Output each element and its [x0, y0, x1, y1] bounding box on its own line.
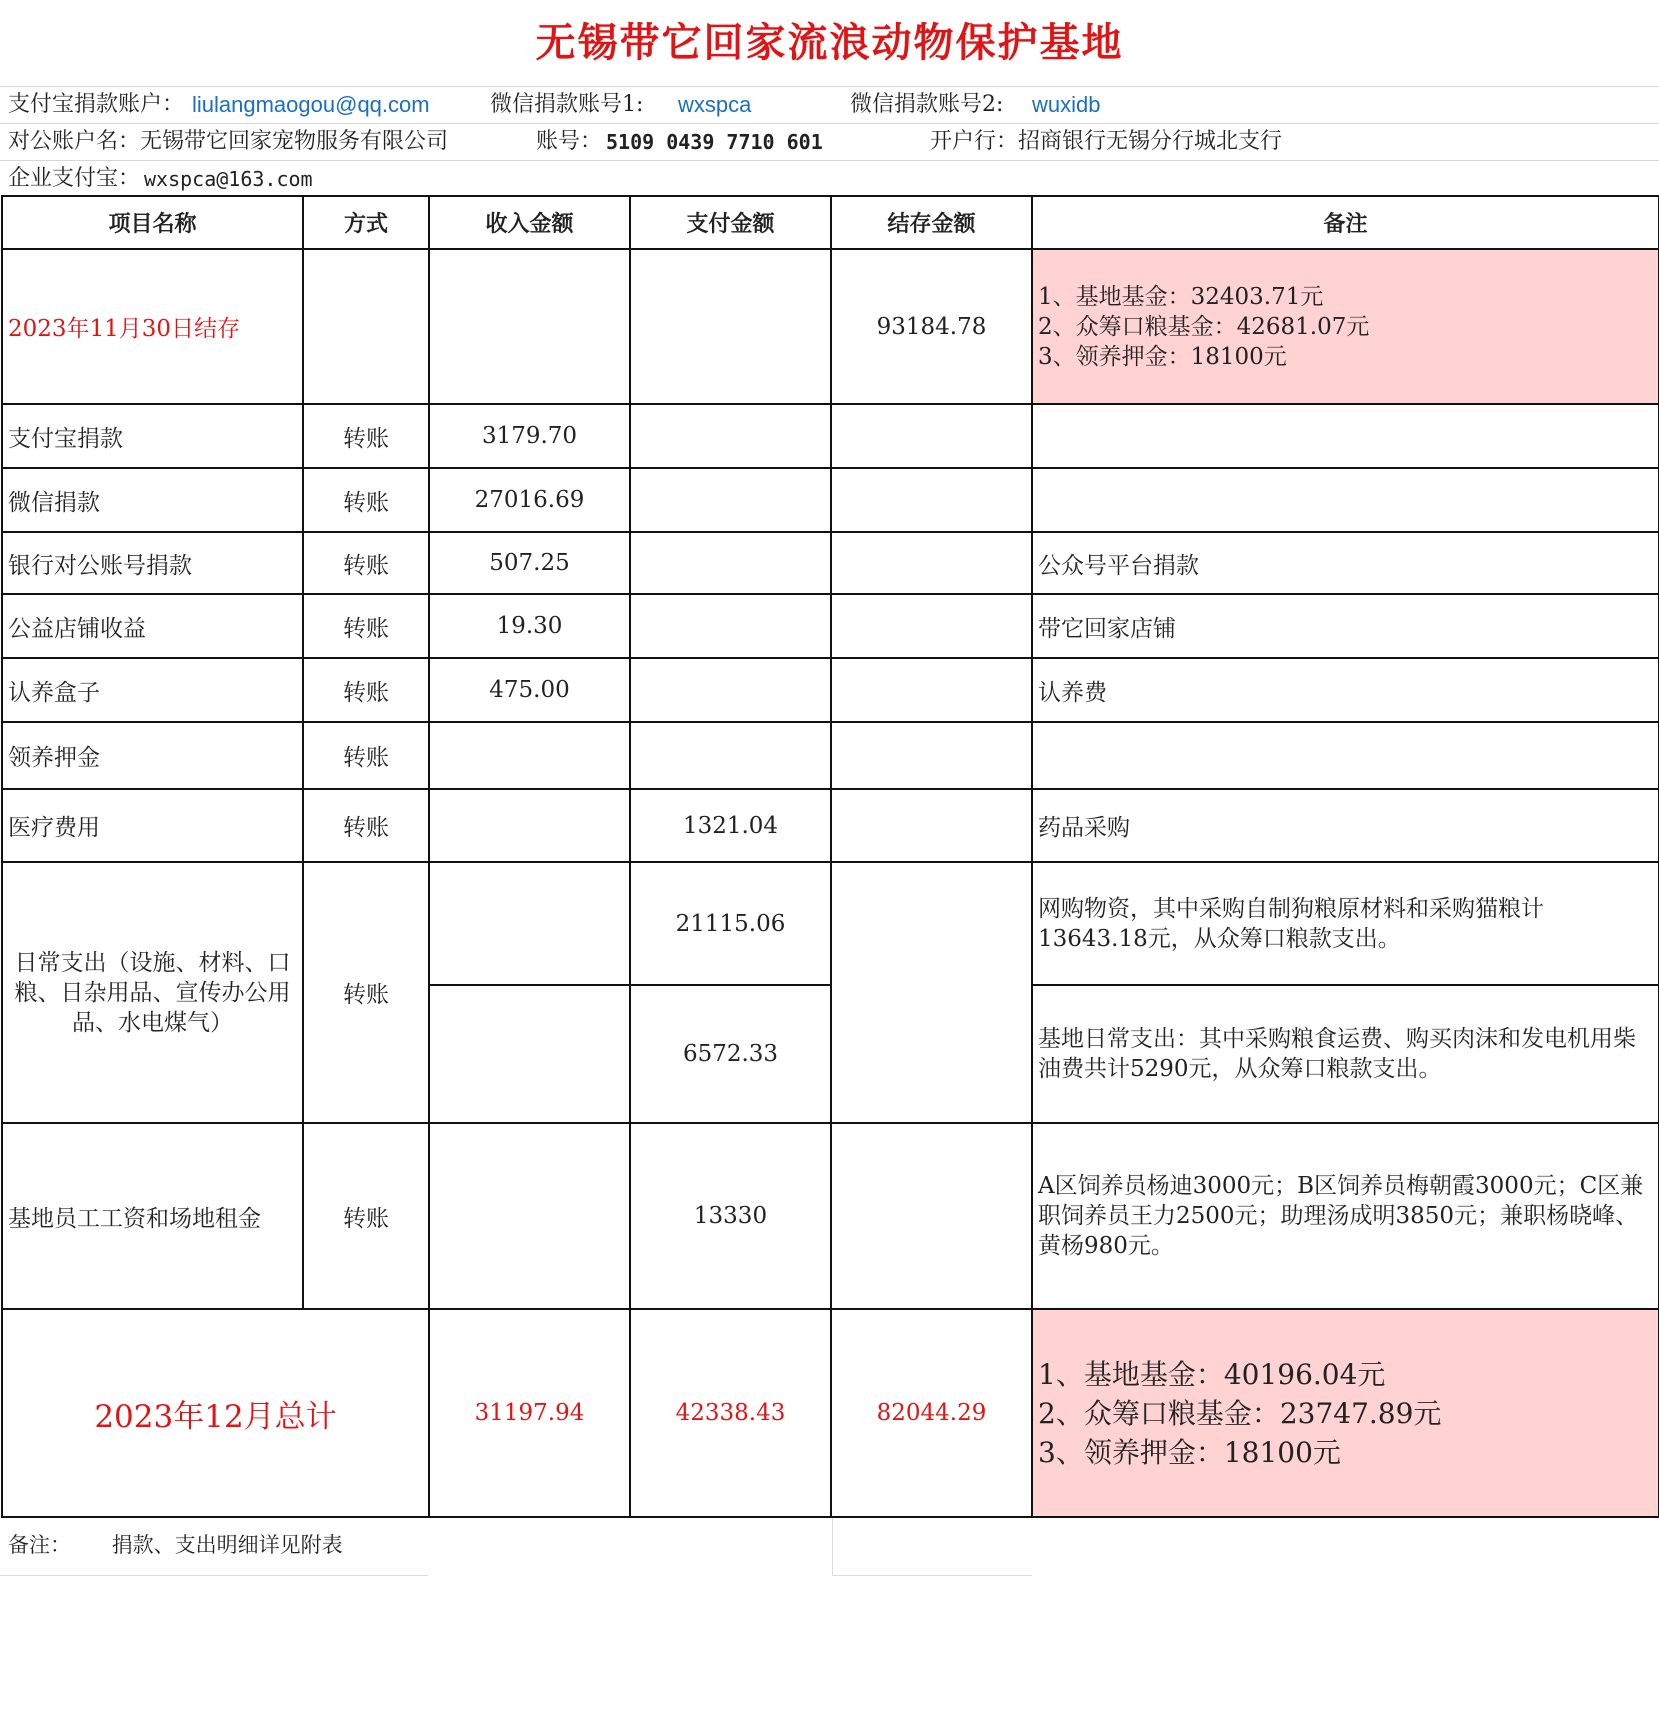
table-row	[2, 532, 1659, 594]
wechat1-account: wxspca	[678, 92, 752, 117]
row-payment	[630, 404, 831, 468]
table-row	[2, 658, 1659, 722]
daily-expense-row	[2, 862, 1659, 985]
corp-name: 对公账户名：无锡带它回家宠物服务有限公司	[8, 129, 449, 154]
header-notes: 备注	[1032, 196, 1659, 249]
row-note	[1032, 722, 1659, 789]
opening-note-line: 3、领养押金：18100元	[1038, 343, 1287, 370]
wechat2-account: wuxidb	[1032, 92, 1101, 117]
row-balance	[831, 404, 1032, 468]
account-no-label: 账号：	[536, 129, 603, 154]
row-income: 507.25	[429, 532, 630, 594]
row-name: 领养押金	[2, 722, 303, 789]
wechat2-label: 微信捐款账号2:	[850, 92, 1004, 117]
bank-name: 开户行：招商银行无锡分行城北支行	[930, 129, 1283, 154]
row-method: 转账	[303, 594, 429, 658]
row-income	[429, 722, 630, 789]
salary-note: A区饲养员杨迪3000元；B区饲养员梅朝霞3000元；C区兼职饲养员王力2500元；助理汤成明3850元；兼职杨晓峰、黄杨980元。	[1032, 1123, 1659, 1309]
row-balance	[831, 722, 1032, 789]
salary-method: 转账	[303, 1123, 429, 1309]
account-number: 5109 0439 7710 601	[606, 130, 823, 154]
corp-alipay-label: 企业支付宝：	[8, 166, 141, 191]
total-name: 2023年12月总计	[2, 1309, 429, 1517]
row-balance	[831, 658, 1032, 722]
footer-label: 备注：	[8, 1533, 71, 1557]
row-name: 支付宝捐款	[2, 404, 303, 468]
row-income: 27016.69	[429, 468, 630, 532]
alipay-label: 支付宝捐款账户：	[8, 92, 185, 117]
row-method: 转账	[303, 658, 429, 722]
row-payment	[630, 594, 831, 658]
footer-text: 捐款、支出明细详见附表	[111, 1533, 343, 1557]
total-notes	[1032, 1309, 1659, 1517]
alipay-account-link[interactable]: liulangmaogou@qq.com	[192, 92, 430, 117]
header-payment: 支付金额	[630, 196, 831, 249]
footer-divider	[0, 1575, 428, 1576]
row-balance	[831, 468, 1032, 532]
table-header-row	[2, 196, 1659, 249]
row-note	[1032, 468, 1659, 532]
table-row	[2, 722, 1659, 789]
opening-notes	[1032, 249, 1659, 404]
row-income: 19.30	[429, 594, 630, 658]
row-income	[429, 789, 630, 862]
row-name: 银行对公账号捐款	[2, 532, 303, 594]
row-payment	[630, 532, 831, 594]
row-note: 药品采购	[1032, 789, 1659, 862]
row-payment	[630, 722, 831, 789]
salary-row	[2, 1123, 1659, 1309]
corp-alipay-account: wxspca@163.com	[144, 167, 313, 191]
wechat1-label: 微信捐款账号1:	[490, 92, 644, 117]
row-income: 475.00	[429, 658, 630, 722]
row-note: 认养费	[1032, 658, 1659, 722]
header-item-name: 项目名称	[2, 196, 303, 249]
table-row	[2, 594, 1659, 658]
row-name: 医疗费用	[2, 789, 303, 862]
daily-note: 基地日常支出：其中采购粮食运费、购买肉沫和发电机用柴油费共计5290元，从众筹口粮款支出。	[1032, 985, 1659, 1123]
daily-expense-name: 日常支出（设施、材料、口粮、日杂用品、宣传办公用品、水电煤气）	[2, 862, 303, 1123]
header-method: 方式	[303, 196, 429, 249]
daily-note: 网购物资，其中采购自制狗粮原材料和采购猫粮计13643.18元，从众筹口粮款支出。	[1032, 862, 1659, 985]
row-payment	[630, 468, 831, 532]
total-balance: 82044.29	[831, 1309, 1032, 1517]
row-note	[1032, 404, 1659, 468]
salary-payment: 13330	[630, 1123, 831, 1309]
footer-divider	[832, 1518, 833, 1576]
daily-expense-method: 转账	[303, 862, 429, 1123]
total-income: 31197.94	[429, 1309, 630, 1517]
footer-divider	[832, 1575, 1032, 1576]
header-income: 收入金额	[429, 196, 630, 249]
donation-accounts-row	[0, 87, 1659, 124]
daily-payment: 21115.06	[630, 862, 831, 985]
row-method: 转账	[303, 722, 429, 789]
footer-note	[8, 1527, 343, 1563]
opening-note-line: 2、众筹口粮基金：42681.07元	[1038, 313, 1370, 340]
opening-note-line: 1、基地基金：32403.71元	[1038, 283, 1324, 310]
row-balance	[831, 789, 1032, 862]
row-method: 转账	[303, 404, 429, 468]
row-method: 转账	[303, 532, 429, 594]
page-title: 无锡带它回家流浪动物保护基地	[0, 0, 1659, 87]
row-balance	[831, 594, 1032, 658]
salary-name: 基地员工工资和场地租金	[2, 1123, 303, 1309]
row-method: 转账	[303, 468, 429, 532]
opening-balance: 93184.78	[831, 249, 1032, 404]
opening-name: 2023年11月30日结存	[2, 249, 303, 404]
row-note: 带它回家店铺	[1032, 594, 1659, 658]
finance-table	[1, 195, 1659, 1518]
total-row	[2, 1309, 1659, 1517]
table-row	[2, 404, 1659, 468]
row-balance	[831, 532, 1032, 594]
row-income: 3179.70	[429, 404, 630, 468]
corp-alipay-row	[0, 161, 1659, 197]
table-row	[2, 468, 1659, 532]
row-payment	[630, 658, 831, 722]
row-name: 公益店铺收益	[2, 594, 303, 658]
total-note-line: 3、领养押金：18100元	[1038, 1435, 1341, 1469]
daily-payment: 6572.33	[630, 985, 831, 1123]
total-note-line: 1、基地基金：40196.04元	[1038, 1357, 1386, 1391]
table-row	[2, 789, 1659, 862]
row-method: 转账	[303, 789, 429, 862]
header-balance: 结存金额	[831, 196, 1032, 249]
total-note-line: 2、众筹口粮基金：23747.89元	[1038, 1396, 1442, 1430]
total-payment: 42338.43	[630, 1309, 831, 1517]
row-name: 微信捐款	[2, 468, 303, 532]
row-note: 公众号平台捐款	[1032, 532, 1659, 594]
corporate-account-row	[0, 124, 1659, 161]
row-payment: 1321.04	[630, 789, 831, 862]
opening-balance-row	[2, 249, 1659, 404]
row-name: 认养盒子	[2, 658, 303, 722]
